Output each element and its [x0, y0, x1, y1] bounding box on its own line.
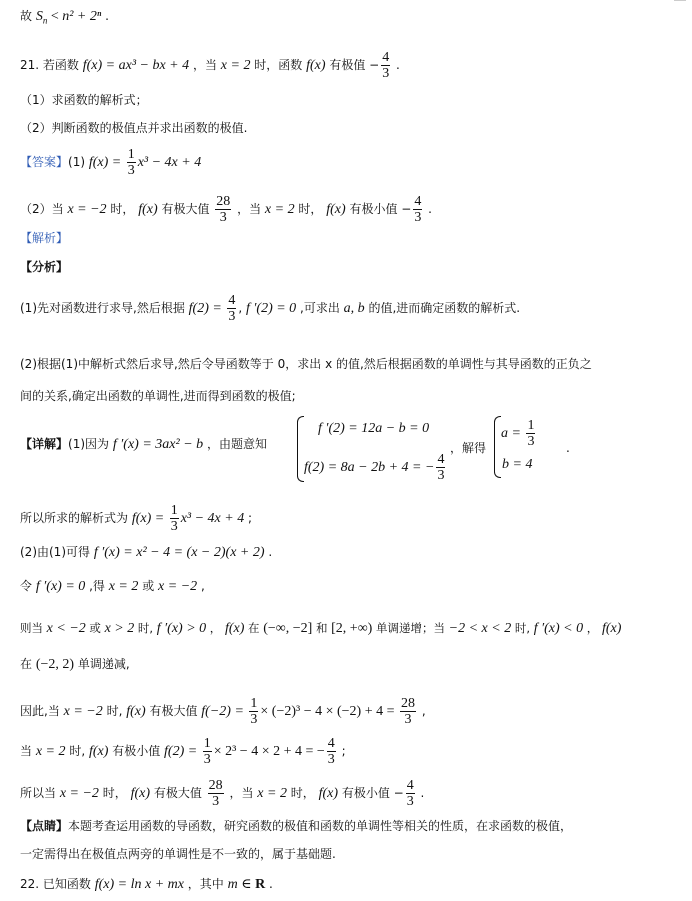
- text: ，其中: [183, 877, 228, 891]
- comment-line-2: 一定需得出在极值点两旁的单调性是不一致的，属于基础题.: [20, 847, 336, 861]
- math: f ′(x) = x² − 4 = (x − 2)(x + 2): [93, 545, 265, 560]
- math: a, b: [343, 301, 365, 316]
- text: 所以所求的解析式为: [20, 511, 132, 525]
- question-number: 21.: [20, 58, 40, 72]
- text: 因此,当: [20, 704, 64, 718]
- math: × (−2)³ − 4 × (−2) + 4 =: [260, 704, 399, 719]
- math: × 2³ − 4 × 2 + 4 = −: [213, 744, 325, 759]
- text: ，当: [225, 786, 258, 800]
- math: x = −2: [63, 704, 103, 719]
- text: 单调递减,: [74, 657, 130, 671]
- math: (−2, 2): [35, 657, 75, 672]
- text: 有极小值 −: [345, 202, 412, 216]
- text: 的值,进而确定函数的解析式.: [364, 301, 521, 315]
- equation-1: f ′(2) = 12a − b = 0: [318, 421, 430, 436]
- fraction: $\frac{4}{3}$: [327, 736, 335, 767]
- math: f(x) = ln x + mx: [94, 877, 184, 892]
- text: 在: [244, 621, 264, 635]
- text: 时,: [134, 621, 157, 635]
- math: x = −2: [158, 579, 198, 594]
- comment-line-1: [20, 818, 572, 834]
- math: x = 2: [108, 579, 139, 594]
- math: x³ − 4x + 4: [137, 155, 202, 170]
- math: f(x): [326, 202, 346, 217]
- text: 若函数: [39, 58, 83, 72]
- math: f(2) =: [188, 301, 226, 316]
- text: 已知函数: [39, 877, 95, 891]
- math: x < −2: [46, 621, 86, 636]
- math: n² + 2ⁿ: [62, 9, 102, 24]
- math: [2, +∞): [331, 621, 373, 636]
- text: (1): [68, 155, 89, 169]
- fraction: $\frac{1}{3}$: [170, 503, 178, 534]
- text: 时,: [65, 744, 89, 758]
- fraction: $\frac{1}{3}$: [127, 147, 135, 178]
- maximum-line: [20, 696, 426, 727]
- text: 故: [20, 9, 36, 23]
- text: .: [566, 441, 570, 455]
- text: .: [424, 202, 432, 216]
- math: f(x): [318, 786, 339, 801]
- text: 时，: [106, 202, 139, 216]
- text: 时，函数: [250, 58, 307, 72]
- math: f(x): [224, 621, 245, 636]
- result-b: b = 4: [502, 457, 533, 472]
- detail-1: [20, 436, 267, 453]
- text: 则当: [20, 621, 47, 635]
- math: −2 < x < 2: [448, 621, 512, 636]
- text: 有极大值: [150, 786, 206, 800]
- text: 本题考查运用函数的导函数，研究函数的极值和函数的单调性等相关的性质，在求函数的极值，: [68, 819, 573, 833]
- summary-line: [20, 778, 424, 809]
- math: f(x) = ax³ − bx + 4: [82, 58, 190, 73]
- text: 时,: [102, 704, 127, 718]
- math: x = −2: [59, 786, 99, 801]
- math: x³ − 4x + 4: [180, 511, 245, 526]
- fraction: $\frac{28}{3}$: [208, 778, 223, 809]
- sub-question-2: （2）判断函数的极值点并求出函数的极值.: [20, 121, 248, 135]
- analysis-2a: (2)根据(1)中解析式然后求导,然后令导函数等于 0，求出 x 的值,然后根据函数的单调性与其导函数的正负之: [20, 357, 592, 371]
- text: .: [101, 9, 109, 23]
- math: f ′(x) = 3ax² − b: [112, 437, 204, 452]
- answer-tag: 【答案】: [20, 155, 69, 169]
- breakdown-tag: 【分析】: [20, 260, 69, 274]
- math: f ′(x) < 0: [533, 621, 584, 636]
- math: f(x): [88, 744, 109, 759]
- text: 有极值 −: [325, 58, 380, 72]
- math: n: [42, 15, 48, 26]
- math: f ′(x) > 0: [156, 621, 207, 636]
- math: f(x) =: [131, 511, 168, 526]
- math: x = 2: [220, 58, 251, 73]
- text: ,: [197, 579, 205, 593]
- text: 所以当: [20, 786, 60, 800]
- derivative-line: [20, 544, 272, 561]
- text: 令: [20, 579, 36, 593]
- text: 和: [312, 621, 332, 635]
- text: 有极小值: [108, 744, 165, 758]
- text: (1)先对函数进行求导,然后根据: [20, 301, 189, 315]
- text: 在: [20, 657, 36, 671]
- fraction: $\frac{4}{3}$: [414, 194, 422, 225]
- question-number: 22.: [20, 877, 40, 891]
- text: 时,: [511, 621, 534, 635]
- text: ，当: [233, 202, 265, 216]
- text: ，当: [189, 58, 221, 72]
- math: f(x): [601, 621, 622, 636]
- math: f(x): [306, 58, 326, 73]
- text: .: [392, 58, 400, 72]
- text: 单调递增；当: [372, 621, 449, 635]
- math: f ′(2) = 0: [245, 301, 297, 316]
- text: 或: [138, 579, 159, 593]
- math: x = 2: [264, 202, 295, 217]
- math: f(x): [130, 786, 151, 801]
- text: ,: [418, 704, 426, 718]
- math: f(x): [138, 202, 158, 217]
- text: 时，: [98, 786, 131, 800]
- text: ,可求出: [296, 301, 344, 315]
- math: f ′(x) = 0: [35, 579, 86, 594]
- analysis-1: [20, 293, 520, 324]
- text: 时，: [294, 202, 327, 216]
- left-brace: [494, 416, 501, 478]
- left-brace: [297, 416, 304, 482]
- fraction: $\frac{4}{3}$: [382, 50, 390, 81]
- answer-line-2: [20, 194, 432, 225]
- line-conclusion: [20, 8, 109, 28]
- fraction: $\frac{28}{3}$: [216, 194, 231, 225]
- text: （2）当: [20, 202, 68, 216]
- text: ;: [244, 511, 253, 525]
- equation-2: f(2) = 8a − 2b + 4 = − $\frac{4}{3}$: [304, 452, 445, 483]
- detail-tag: 【详解】: [20, 437, 69, 451]
- text: ，解得: [450, 441, 487, 455]
- text: ,得: [85, 579, 109, 593]
- text: ,: [238, 301, 246, 315]
- text: (2)由(1)可得: [20, 545, 94, 559]
- zero-line: [20, 578, 205, 595]
- corner-mark: [674, 0, 686, 9]
- result-a: a = $\frac{1}{3}$: [501, 418, 535, 449]
- text: (1)因为: [68, 437, 113, 451]
- fraction: $\frac{4}{3}$: [406, 778, 414, 809]
- math: R: [255, 877, 266, 892]
- fraction: $\frac{28}{3}$: [401, 696, 416, 727]
- math: x = −2: [67, 202, 107, 217]
- comment-tag: 【点睛】: [20, 819, 69, 833]
- math: <: [47, 9, 63, 24]
- fraction: $\frac{1}{3}$: [203, 736, 211, 767]
- math: m ∈: [227, 877, 256, 892]
- math: f(−2) =: [201, 704, 248, 719]
- math: x = 2: [35, 744, 66, 759]
- answer-line-1: [20, 147, 201, 178]
- analysis-2b: 间的关系,确定出函数的单调性,进而得到函数的极值;: [20, 389, 296, 403]
- math: f(x) =: [88, 155, 125, 170]
- text: 或: [85, 621, 105, 635]
- fraction: $\frac{4}{3}$: [228, 293, 236, 324]
- resulting-formula: [20, 503, 252, 534]
- text: 有极小值 −: [338, 786, 404, 800]
- math: S: [35, 9, 43, 24]
- text: .: [416, 786, 425, 800]
- decreasing-line: [20, 656, 130, 673]
- text: .: [265, 877, 273, 891]
- text: ，: [206, 621, 225, 635]
- sub-question-1: （1）求函数的解析式；: [20, 93, 148, 107]
- question-21: [20, 50, 400, 81]
- analysis-tag: 【解析】: [20, 231, 69, 245]
- text: .: [264, 545, 273, 559]
- math: x = 2: [257, 786, 287, 801]
- monotonic-line: [20, 620, 621, 637]
- text: 有极大值: [145, 704, 202, 718]
- question-22: [20, 876, 273, 893]
- math: x > 2: [104, 621, 135, 636]
- math: f(x): [126, 704, 146, 719]
- text: 有极大值: [157, 202, 214, 216]
- fraction: $\frac{1}{3}$: [250, 696, 258, 727]
- text: 时，: [286, 786, 319, 800]
- text: 当: [20, 744, 36, 758]
- text: ;: [337, 744, 346, 758]
- text: ，由题意知: [203, 437, 267, 451]
- math: (−∞, −2]: [263, 621, 313, 636]
- minimum-line: [20, 736, 346, 767]
- text: ，: [583, 621, 602, 635]
- math: f(2) =: [164, 744, 201, 759]
